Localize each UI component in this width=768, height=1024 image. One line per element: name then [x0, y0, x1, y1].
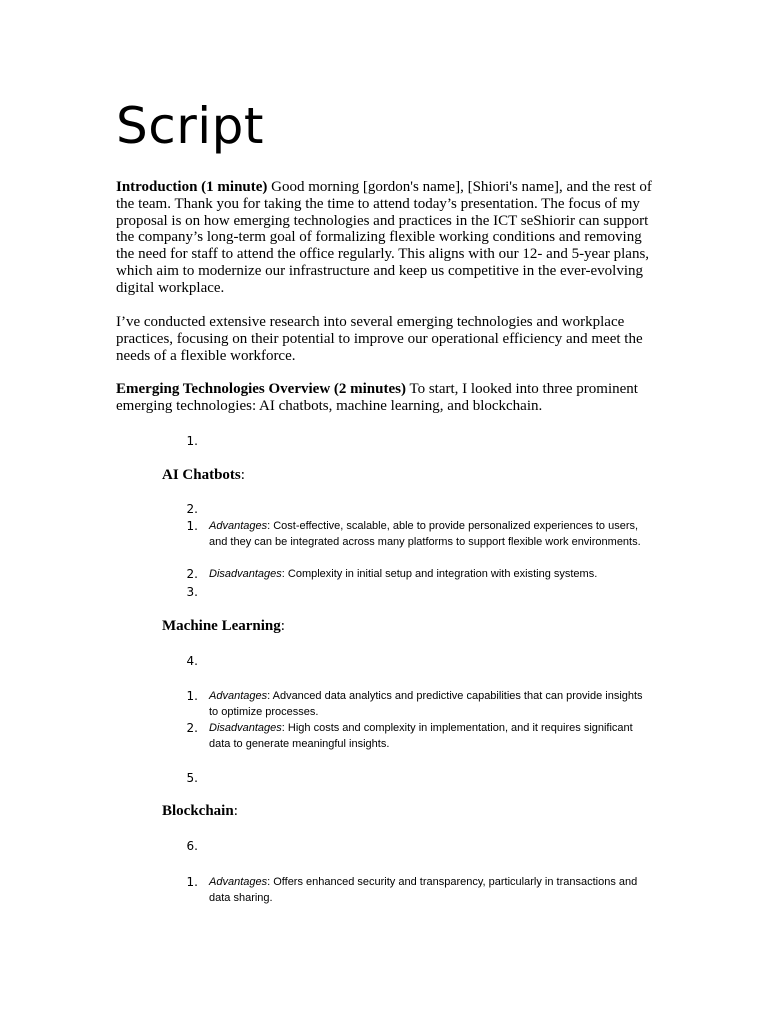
item-label: Disadvantages — [209, 568, 282, 580]
list-item-ml-disadvantages: Disadvantages: High costs and complexity in implementation, and it requires significant data to generate meaningful insights. — [209, 722, 633, 750]
section-name: Machine Learning — [162, 618, 281, 634]
section-name: Blockchain — [162, 803, 234, 819]
item-label: Advantages — [209, 690, 268, 702]
overview-paragraph — [116, 381, 656, 415]
overview-text: To start, I looked into three prominent emerging technologies: AI chatbots, machine learning, and blockchain. — [116, 381, 638, 414]
research-paragraph: I’ve conducted extensive research into several emerging technologies and workplace practices, focusing on their potential to improve our operational efficiency and meet the needs of a flexible workforce. — [116, 314, 643, 364]
list-number: 2. — [186, 567, 198, 581]
list-number: 2. — [186, 721, 198, 735]
intro-heading: Introduction (1 minute) — [116, 179, 268, 195]
list-number: 2. — [186, 502, 198, 516]
list-number: 6. — [186, 839, 198, 853]
section-heading-ai-chatbots: AI Chatbots: — [162, 467, 245, 483]
list-number: 5. — [186, 771, 198, 785]
list-number: 1. — [186, 434, 198, 448]
list-number: 4. — [186, 654, 198, 668]
overview-heading: Emerging Technologies Overview (2 minutes) — [116, 381, 406, 397]
list-item-ai-advantages: Advantages: Cost-effective, scalable, able to provide personalized experiences to users, and they can be integrated across many platforms to support flexible work environments. — [209, 520, 641, 548]
section-heading-blockchain: Blockchain: — [162, 803, 238, 819]
list-number: 3. — [186, 585, 198, 599]
section-heading-machine-learning: Machine Learning: — [162, 618, 285, 634]
item-label: Disadvantages — [209, 722, 282, 734]
intro-paragraph — [116, 179, 656, 297]
list-item-ml-advantages: Advantages: Advanced data analytics and predictive capabilities that can provide insights to optimize processes. — [209, 690, 643, 718]
list-number: 1. — [186, 875, 198, 889]
list-number: 1. — [186, 689, 198, 703]
list-item-blockchain-advantages: Advantages: Offers enhanced security and transparency, particularly in transactions and data sharing. — [209, 876, 638, 904]
list-item-ai-disadvantages: Disadvantages: Complexity in initial setup and integration with existing systems. — [209, 568, 598, 580]
list-number: 1. — [186, 519, 198, 533]
intro-text: Good morning [gordon's name], [Shiori's name], and the rest of the team. Thank you for taking the time to attend today’s presentation. The focus of my proposal is on how emerging technologies and practices in the ICT seShiorir can support the company’s long-term goal of formalizing flexible working conditions and removing the need for staff to attend the office regularly. This aligns with our 12- and 5-year plans, which aim to modernize our infrastructure and keep us competitive in the ever-evolving digital workplace. — [116, 179, 652, 296]
document-title: Script — [116, 97, 265, 155]
item-label: Advantages — [209, 520, 268, 532]
item-label: Advantages — [209, 876, 268, 888]
section-name: AI Chatbots — [162, 467, 241, 483]
